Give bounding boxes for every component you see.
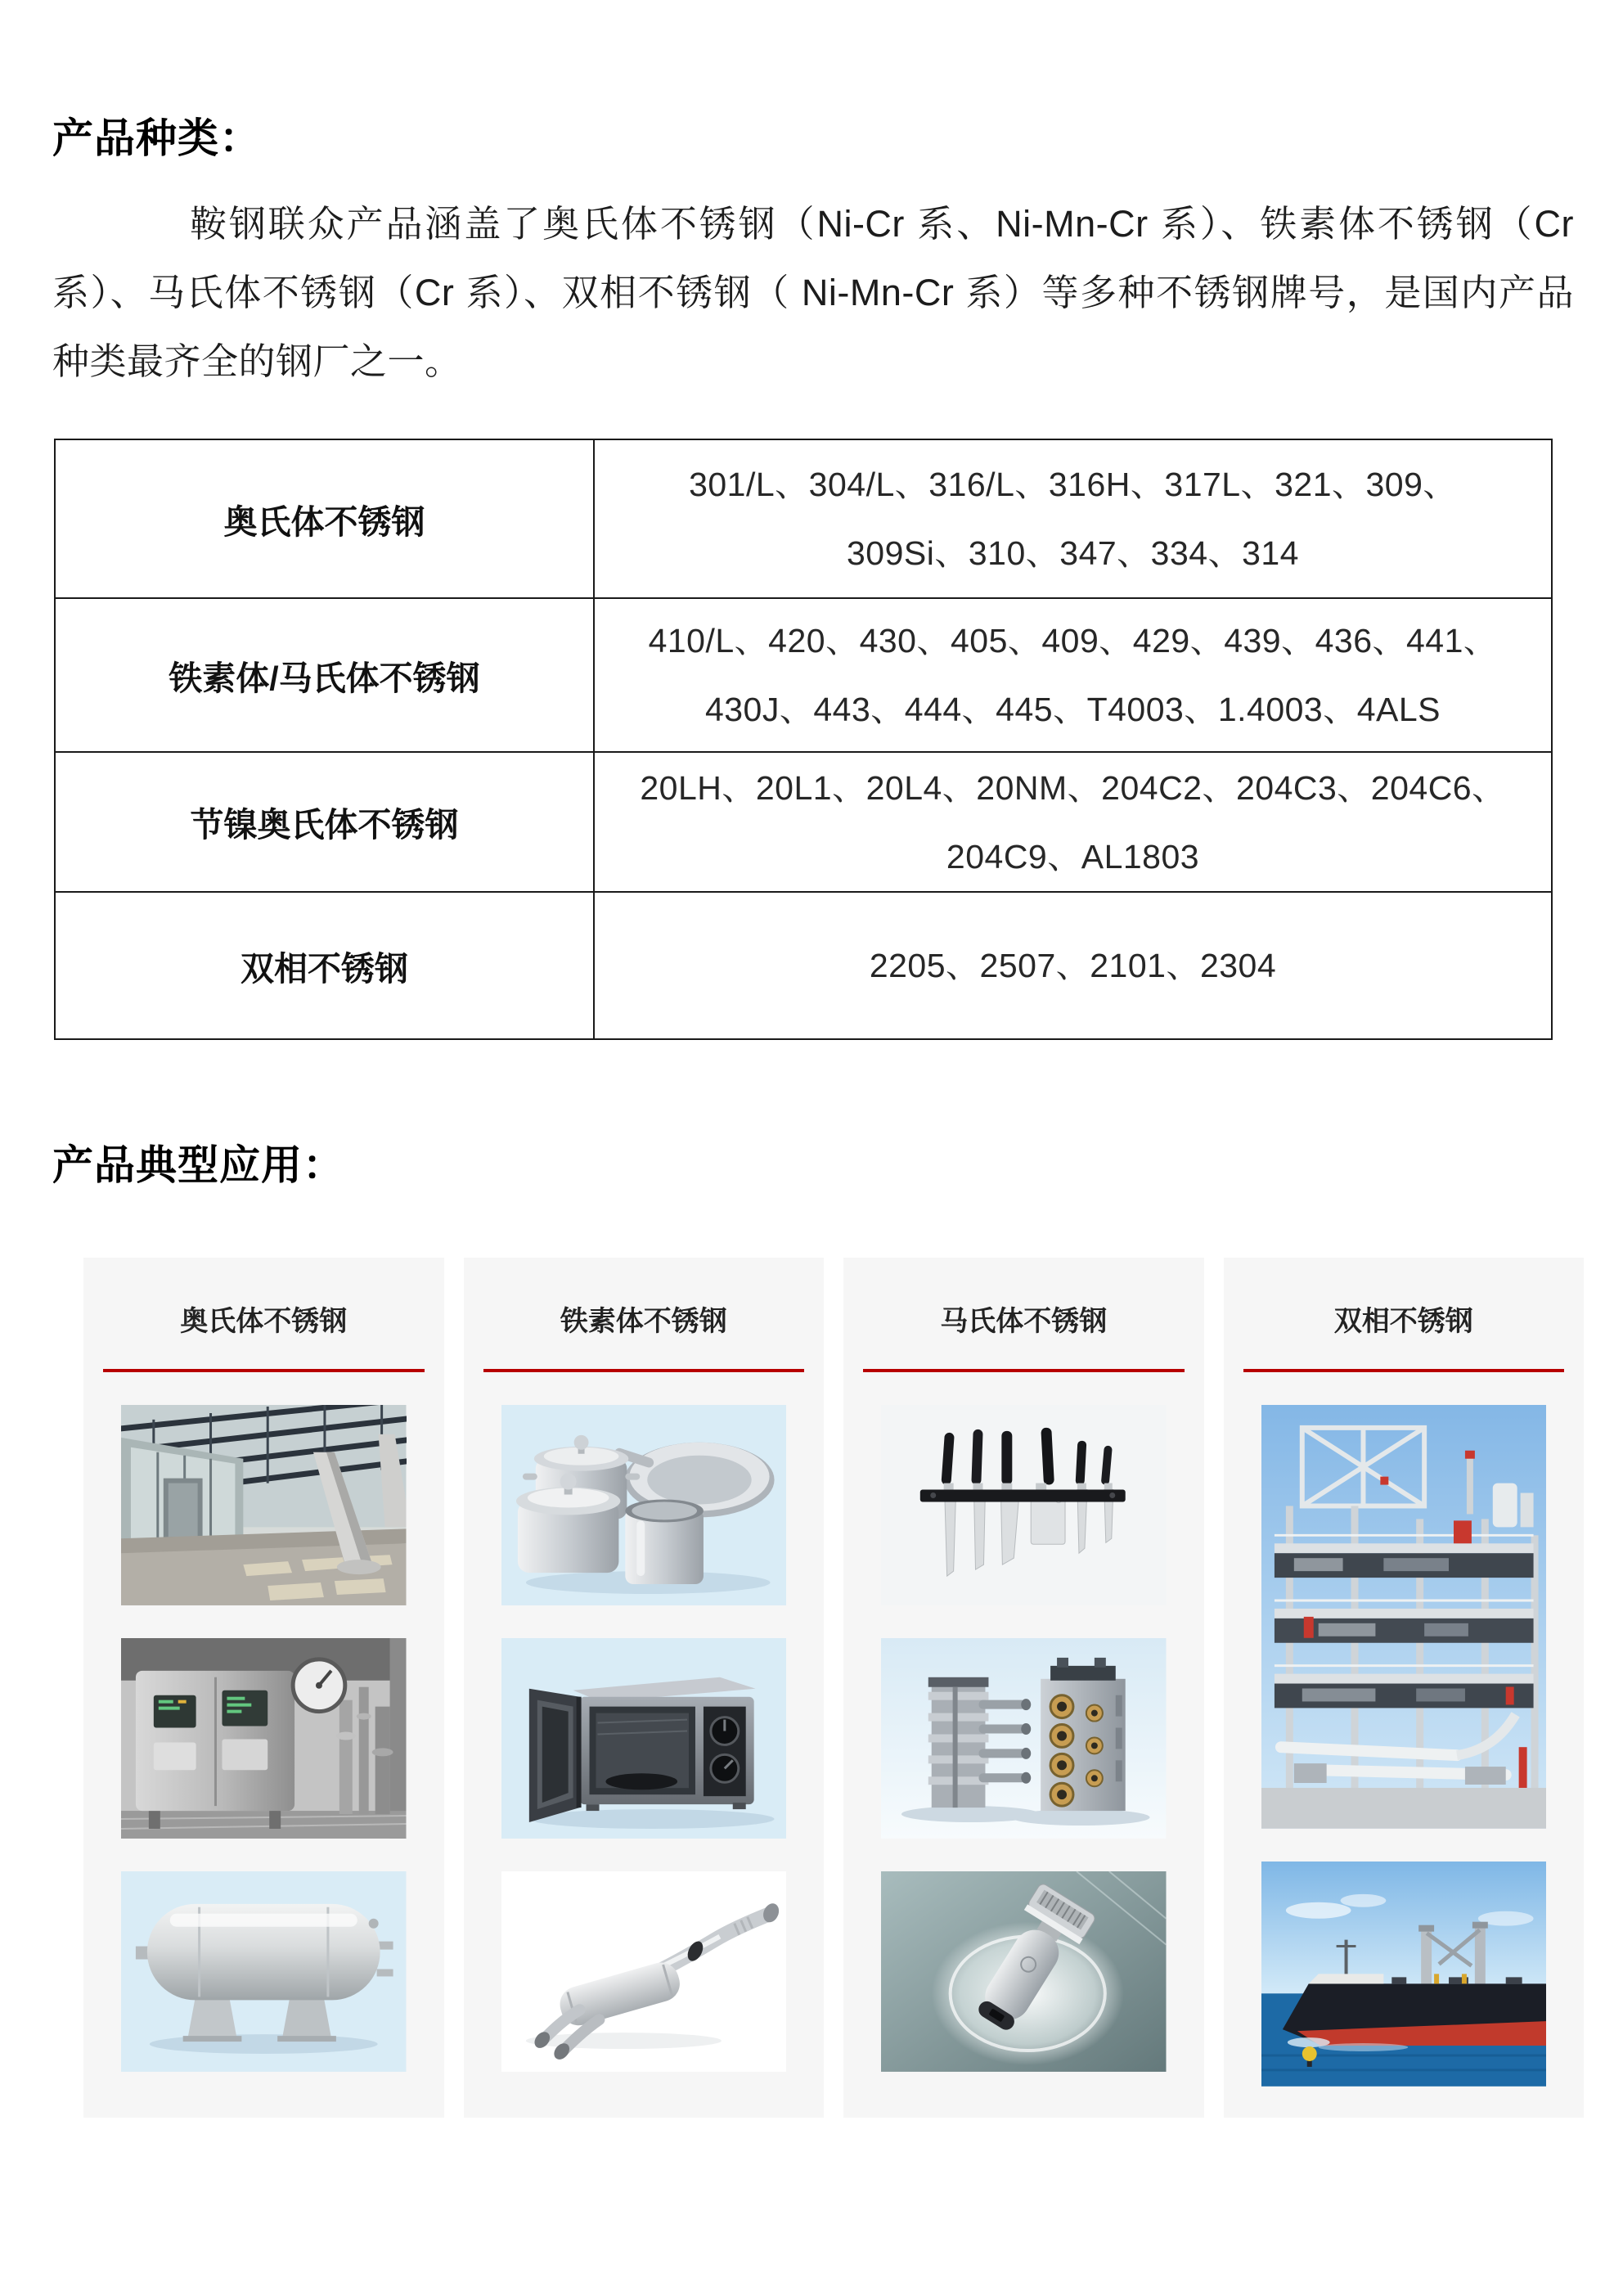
grade-list-cell bbox=[594, 892, 1552, 1039]
red-divider bbox=[1243, 1369, 1565, 1372]
application-card-austenitic bbox=[83, 1258, 444, 2118]
building-structure-photo bbox=[121, 1405, 407, 1605]
electric-shaver-photo bbox=[881, 1871, 1167, 2072]
intro-paragraph: 鞍钢联众产品涵盖了奥氏体不锈钢（Ni-Cr 系、Ni-Mn-Cr 系）、铁素体不锈钢（Cr 系）、马氏体不锈钢（Cr 系）、双相不锈钢（ Ni-Mn-Cr 系）等多种不锈钢牌号，是国内产品种类最齐全的钢厂之一。 bbox=[52, 203, 1574, 382]
storage-tank-photo bbox=[121, 1871, 407, 2072]
car-exhaust-photo bbox=[501, 1871, 787, 2072]
grade-list-line: 204C9、AL1803 bbox=[946, 837, 1200, 876]
section-title-applications: 产品典型应用： bbox=[52, 1142, 344, 1188]
grade-list-cell bbox=[594, 752, 1552, 892]
grade-list-line: 301/L、304/L、316/L、316H、317L、321、309、 bbox=[689, 466, 1457, 503]
red-divider bbox=[863, 1369, 1185, 1372]
table-row bbox=[55, 439, 1552, 598]
red-divider bbox=[483, 1369, 805, 1372]
product-grades-table bbox=[54, 439, 1553, 1040]
cookware-photo bbox=[501, 1405, 787, 1605]
grade-category-cell: 铁素体/马氏体不锈钢 bbox=[55, 598, 594, 752]
grade-category-cell: 双相不锈钢 bbox=[55, 892, 594, 1039]
grade-list-cell bbox=[594, 598, 1552, 752]
grade-list-line: 2205、2507、2101、2304 bbox=[869, 947, 1277, 984]
grade-list-line: 410/L、420、430、405、409、429、439、436、441、 bbox=[648, 622, 1498, 660]
application-cards bbox=[83, 1258, 1584, 2118]
section-title-product-types: 产品种类： bbox=[52, 115, 261, 161]
table-row bbox=[55, 892, 1552, 1039]
card-title: 双相不锈钢 bbox=[1333, 1306, 1473, 1337]
application-card-martensitic bbox=[843, 1258, 1204, 2118]
card-title: 马氏体不锈钢 bbox=[940, 1306, 1108, 1337]
grade-category-cell: 奥氏体不锈钢 bbox=[55, 439, 594, 598]
cargo-ship-photo bbox=[1261, 1862, 1547, 2087]
process-equipment-photo bbox=[121, 1638, 407, 1839]
table-row bbox=[55, 598, 1552, 752]
grade-list-line: 309Si、310、347、334、314 bbox=[847, 534, 1299, 572]
chemical-plant-photo bbox=[1261, 1405, 1547, 1829]
grade-list-line: 20LH、20L1、20L4、20NM、204C2、204C3、204C6、 bbox=[640, 768, 1506, 807]
injection-mold-photo bbox=[881, 1638, 1167, 1839]
kitchen-knives-photo bbox=[881, 1405, 1167, 1605]
application-card-ferritic bbox=[464, 1258, 825, 2118]
grade-list-line: 430J、443、444、445、T4003、1.4003、4ALS bbox=[704, 691, 1441, 728]
table-row bbox=[55, 752, 1552, 892]
card-title: 奥氏体不锈钢 bbox=[180, 1306, 348, 1337]
application-card-duplex bbox=[1224, 1258, 1585, 2118]
grade-category-cell: 节镍奥氏体不锈钢 bbox=[55, 752, 594, 892]
card-title: 铁素体不锈钢 bbox=[560, 1306, 727, 1337]
microwave-oven-photo bbox=[501, 1638, 787, 1839]
grade-list-cell bbox=[594, 439, 1552, 598]
red-divider bbox=[103, 1369, 425, 1372]
